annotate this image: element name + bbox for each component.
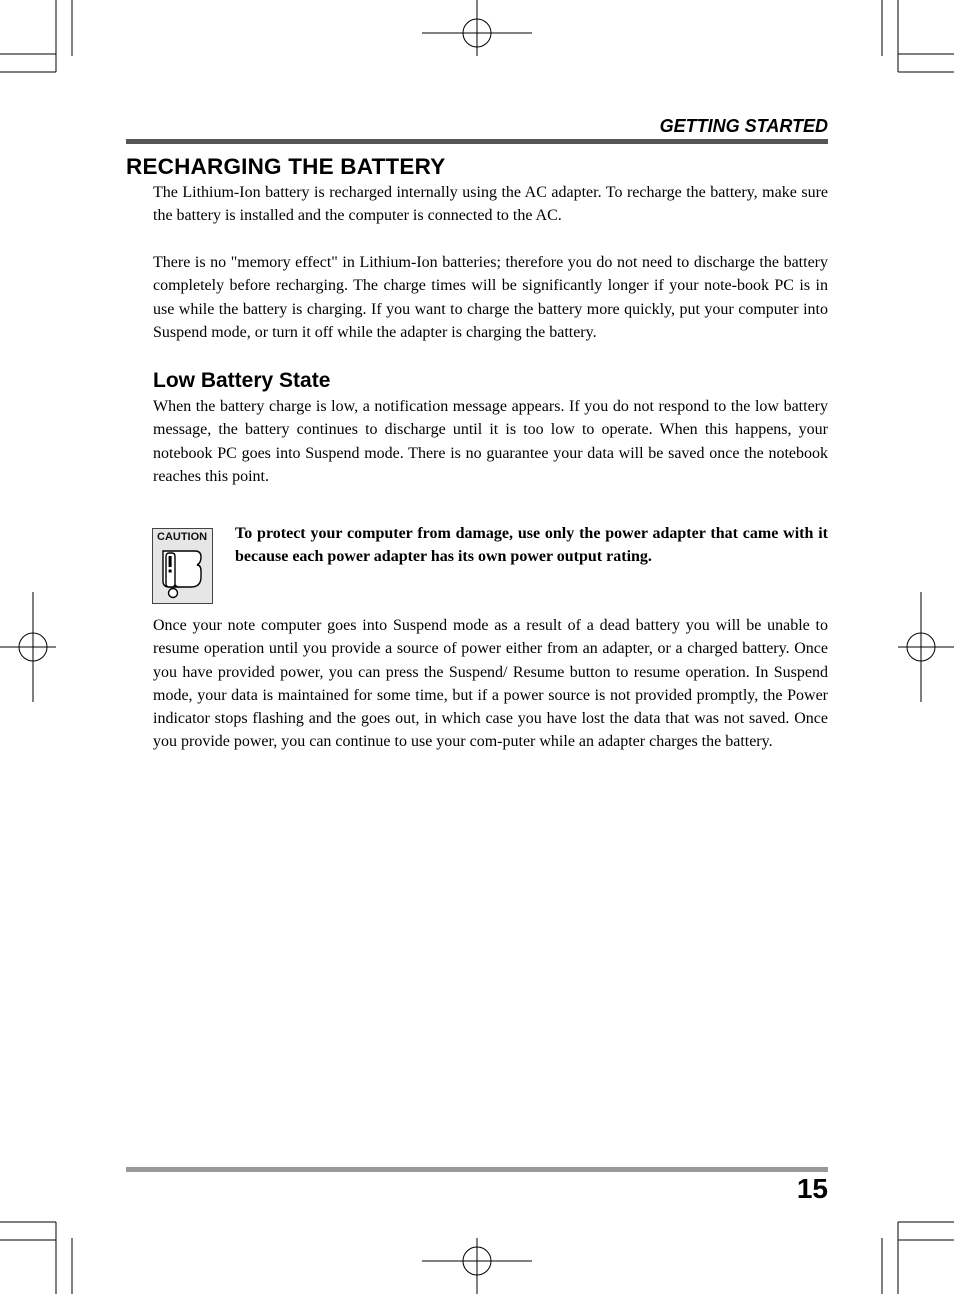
footer-rule [126, 1167, 828, 1172]
caution-text: To protect your computer from damage, use only the power adapter that came with it because each power adapter has its own power output rating. [235, 525, 828, 566]
header-rule [126, 139, 828, 144]
paragraph-dead-battery: Once your note computer goes into Suspend mode as a result of a dead battery you will be unable to resume operation until you provide a source of power either from an adapter, or a charged battery. Once you have provided power, you can press the Suspend/ Resume button to resume operation. In Suspend mode, your data is maintained for some time, but if a power source is not provided promptly, the Power indicator stops flashing and the goes out, in which case you have lost the data that was not saved. Once you provide power, you can continue to use your com-puter while an adapter charges the battery. [153, 617, 828, 751]
caution-hand-icon [153, 529, 214, 605]
paragraph-intro: The Lithium-Ion battery is recharged internally using the AC adapter. To recharge the battery, make sure the battery is installed and the computer is connected to the AC. [153, 184, 828, 225]
paragraph-memory-effect: There is no "memory effect" in Lithium-Ion batteries; therefore you do not need to discharge the battery completely before recharging. The charge times will be significantly longer if your note-book PC is in use while the battery is charging. If you want to charge the battery more quickly, put your computer into Suspend mode, or turn it off while the adapter is charging the battery. [153, 254, 828, 341]
subsection-title: Low Battery State [153, 369, 331, 392]
section-title: RECHARGING THE BATTERY [126, 154, 446, 179]
page-number: 15 [796, 1173, 828, 1204]
running-header: GETTING STARTED [659, 116, 828, 136]
caution-label: CAUTION [157, 531, 208, 543]
caution-box [152, 528, 213, 604]
paragraph-low-battery: When the battery charge is low, a notification message appears. If you do not respond to the low battery message, the battery continues to discharge until it is too low to operate. When this happens, your notebook PC goes into Suspend mode. There is no guarantee your data will be saved once the notebook reaches this point. [153, 398, 828, 485]
